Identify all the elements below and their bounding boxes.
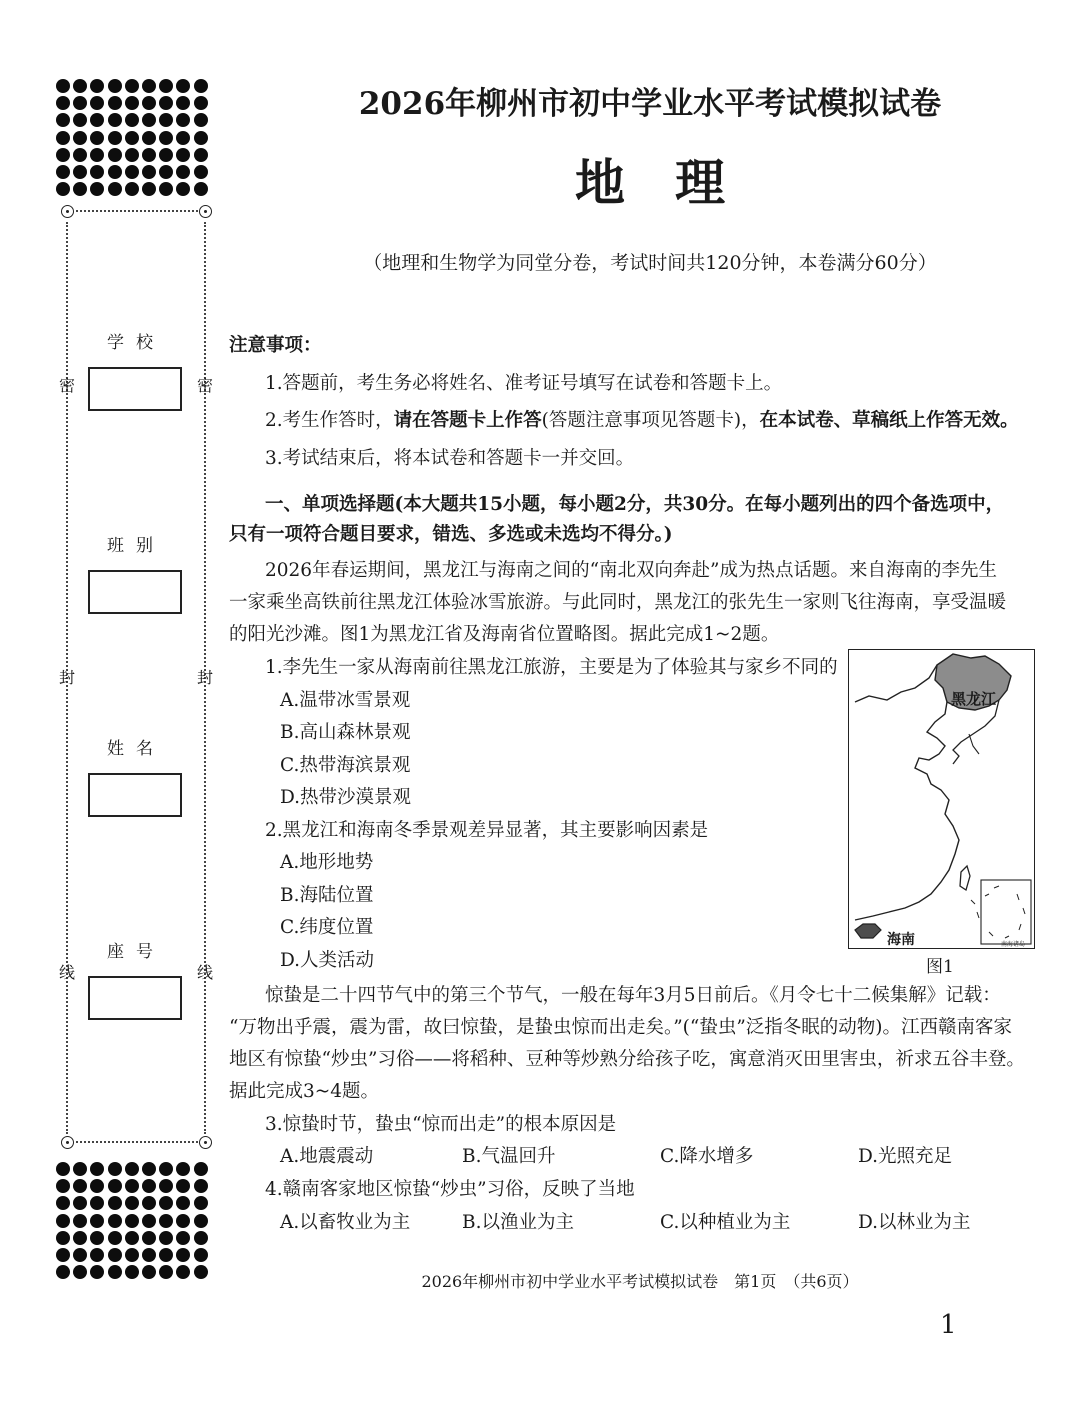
decorative-dot bbox=[159, 96, 173, 110]
seat-number-field[interactable] bbox=[88, 976, 182, 1020]
decorative-dot bbox=[142, 1231, 156, 1245]
decorative-dot bbox=[142, 1162, 156, 1176]
passage2-line4: 据此完成3~4题。 bbox=[229, 1081, 380, 1102]
decorative-dot bbox=[142, 165, 156, 179]
decorative-dot bbox=[194, 96, 208, 110]
notice-item-2 bbox=[265, 406, 1019, 432]
decorative-dot bbox=[159, 1248, 173, 1262]
binding-dotted-top bbox=[76, 210, 198, 212]
decorative-dot bbox=[142, 79, 156, 93]
decorative-dot bbox=[73, 1196, 87, 1210]
bottom-dot-pattern bbox=[56, 1162, 211, 1282]
decorative-dot bbox=[159, 131, 173, 145]
decorative-dot bbox=[159, 79, 173, 93]
decorative-dot bbox=[194, 1265, 208, 1279]
decorative-dot bbox=[159, 1196, 173, 1210]
decorative-dot bbox=[176, 1196, 190, 1210]
decorative-dot bbox=[108, 96, 122, 110]
decorative-dot bbox=[194, 1179, 208, 1193]
decorative-dot bbox=[176, 165, 190, 179]
notice-item-2-part-a: 2.考生作答时， bbox=[265, 410, 394, 431]
decorative-dot bbox=[194, 1231, 208, 1245]
decorative-dot bbox=[176, 1248, 190, 1262]
decorative-dot bbox=[142, 148, 156, 162]
decorative-dot bbox=[90, 182, 104, 196]
decorative-dot bbox=[159, 1231, 173, 1245]
decorative-dot bbox=[108, 148, 122, 162]
decorative-dot bbox=[125, 1248, 139, 1262]
notice-item-1: 1.答题前，考生务必将姓名、准考证号填写在试卷和答题卡上。 bbox=[265, 373, 783, 394]
decorative-dot bbox=[90, 1265, 104, 1279]
decorative-dot bbox=[56, 96, 70, 110]
decorative-dot bbox=[108, 165, 122, 179]
q3-stem: 3.惊蛰时节，蛰虫“惊而出走”的根本原因是 bbox=[265, 1114, 617, 1135]
decorative-dot bbox=[159, 1214, 173, 1228]
class-field[interactable] bbox=[88, 570, 182, 614]
decorative-dot bbox=[56, 165, 70, 179]
decorative-dot bbox=[108, 113, 122, 127]
notice-item-2-part-b: 请在答题卡上作答 bbox=[393, 410, 542, 431]
decorative-dot bbox=[125, 1162, 139, 1176]
figure1-map bbox=[848, 649, 1035, 949]
decorative-dot bbox=[56, 1231, 70, 1245]
q1-option-d: D.热带沙漠景观 bbox=[280, 787, 412, 808]
binding-ring-top-right bbox=[199, 205, 212, 218]
school-label: 学校 bbox=[107, 333, 165, 353]
figure1-caption: 图1 bbox=[926, 957, 954, 977]
notice-item-2-part-d: 在本试卷、草稿纸上作答无效。 bbox=[759, 410, 1019, 431]
subject-title: 地理 bbox=[575, 153, 775, 212]
decorative-dot bbox=[142, 1196, 156, 1210]
seal-mark-left-mi: 密 bbox=[59, 376, 76, 395]
decorative-dot bbox=[159, 1265, 173, 1279]
q2-stem: 2.黑龙江和海南冬季景观差异显著，其主要影响因素是 bbox=[265, 820, 709, 841]
decorative-dot bbox=[56, 148, 70, 162]
decorative-dot bbox=[194, 131, 208, 145]
decorative-dot bbox=[90, 1162, 104, 1176]
decorative-dot bbox=[125, 96, 139, 110]
decorative-dot bbox=[125, 165, 139, 179]
decorative-dot bbox=[125, 79, 139, 93]
decorative-dot bbox=[90, 148, 104, 162]
decorative-dot bbox=[73, 165, 87, 179]
name-label: 姓名 bbox=[107, 739, 165, 759]
decorative-dot bbox=[73, 79, 87, 93]
decorative-dot bbox=[90, 1196, 104, 1210]
china-coastline bbox=[855, 665, 959, 920]
passage1-line2: 一家乘坐高铁前往黑龙江体验冰雪旅游。与此同时，黑龙江的张先生一家则飞往海南，享受温暖 bbox=[229, 592, 1007, 613]
decorative-dot bbox=[90, 1214, 104, 1228]
decorative-dot bbox=[56, 1265, 70, 1279]
passage1-line1: 2026年春运期间，黑龙江与海南之间的“南北双向奔赴”成为热点话题。来自海南的李先生 bbox=[265, 560, 997, 581]
decorative-dot bbox=[142, 1265, 156, 1279]
q1-option-a: A.温带冰雪景观 bbox=[280, 690, 411, 711]
decorative-dot bbox=[56, 131, 70, 145]
decorative-dot bbox=[73, 1214, 87, 1228]
decorative-dot bbox=[142, 1214, 156, 1228]
exam-note: （地理和生物学为同堂分卷，考试时间共120分钟，本卷满分60分） bbox=[363, 252, 937, 274]
passage2-line2: “万物出乎震，震为雷，故曰惊蛰，是蛰虫惊而出走矣。”(“蛰虫”泛指冬眠的动物)。江西赣南客家 bbox=[229, 1017, 1013, 1038]
decorative-dot bbox=[176, 148, 190, 162]
decorative-dot bbox=[194, 148, 208, 162]
decorative-dot bbox=[142, 96, 156, 110]
map-label-hainan: 海南 bbox=[887, 932, 915, 948]
decorative-dot bbox=[56, 79, 70, 93]
decorative-dot bbox=[90, 165, 104, 179]
binding-ring-bottom-right bbox=[199, 1136, 212, 1149]
decorative-dot bbox=[194, 182, 208, 196]
decorative-dot bbox=[56, 1196, 70, 1210]
page-footer: 2026年柳州市初中学业水平考试模拟试卷 第1页 （共6页） bbox=[421, 1272, 859, 1291]
decorative-dot bbox=[73, 113, 87, 127]
decorative-dot bbox=[176, 1179, 190, 1193]
seal-mark-right-mi: 密 bbox=[197, 376, 214, 395]
decorative-dot bbox=[108, 1231, 122, 1245]
decorative-dot bbox=[194, 79, 208, 93]
binding-dotted-bottom bbox=[76, 1141, 198, 1143]
decorative-dot bbox=[90, 131, 104, 145]
decorative-dot bbox=[194, 165, 208, 179]
decorative-dot bbox=[56, 182, 70, 196]
decorative-dot bbox=[176, 1162, 190, 1176]
notice-item-3: 3.考试结束后，将本试卷和答题卡一并交回。 bbox=[265, 448, 635, 469]
decorative-dot bbox=[125, 1214, 139, 1228]
decorative-dot bbox=[108, 1179, 122, 1193]
q3-option-b: B.气温回升 bbox=[462, 1146, 556, 1167]
decorative-dot bbox=[176, 1265, 190, 1279]
notice-item-2-part-c: (答题注意事项见答题卡)， bbox=[541, 410, 760, 431]
class-label: 班别 bbox=[107, 536, 165, 556]
passage2-line1: 惊蛰是二十四节气中的第三个节气，一般在每年3月5日前后。《月令七十二候集解》记载： bbox=[265, 985, 1001, 1006]
decorative-dot bbox=[142, 1179, 156, 1193]
decorative-dot bbox=[73, 131, 87, 145]
q1-stem: 1.李先生一家从海南前往黑龙江旅游，主要是为了体验其与家乡不同的 bbox=[265, 657, 838, 678]
decorative-dot bbox=[159, 1162, 173, 1176]
q4-option-b: B.以渔业为主 bbox=[462, 1212, 574, 1233]
decorative-dot bbox=[90, 1248, 104, 1262]
map-border-dash bbox=[971, 900, 979, 918]
decorative-dot bbox=[142, 182, 156, 196]
q4-option-d: D.以林业为主 bbox=[858, 1212, 971, 1233]
decorative-dot bbox=[108, 1214, 122, 1228]
decorative-dot bbox=[73, 1162, 87, 1176]
q2-option-b: B.海陆位置 bbox=[280, 885, 374, 906]
decorative-dot bbox=[142, 113, 156, 127]
exam-title: 2026年柳州市初中学业水平考试模拟试卷 bbox=[358, 86, 942, 122]
decorative-dot bbox=[159, 148, 173, 162]
binding-ring-top-left bbox=[61, 205, 74, 218]
q4-option-a: A.以畜牧业为主 bbox=[280, 1212, 411, 1233]
decorative-dot bbox=[108, 1248, 122, 1262]
q4-option-c: C.以种植业为主 bbox=[660, 1212, 791, 1233]
page-number: 1 bbox=[940, 1310, 957, 1340]
decorative-dot bbox=[73, 96, 87, 110]
decorative-dot bbox=[73, 1265, 87, 1279]
decorative-dot bbox=[56, 1179, 70, 1193]
decorative-dot bbox=[73, 1231, 87, 1245]
korea-border bbox=[969, 734, 979, 754]
hainan-island bbox=[855, 924, 881, 938]
section1-heading-line2: 只有一项符合题目要求，错选、多选或未选均不得分。) bbox=[229, 524, 673, 545]
decorative-dot bbox=[56, 1214, 70, 1228]
decorative-dot bbox=[159, 1179, 173, 1193]
decorative-dot bbox=[90, 113, 104, 127]
south-china-sea-inset bbox=[981, 880, 1031, 944]
decorative-dot bbox=[56, 1248, 70, 1262]
decorative-dot bbox=[142, 1248, 156, 1262]
decorative-dot bbox=[125, 1196, 139, 1210]
seal-mark-left-feng: 封 bbox=[59, 668, 76, 687]
binding-ring-bottom-left bbox=[61, 1136, 74, 1149]
decorative-dot bbox=[176, 1231, 190, 1245]
decorative-dot bbox=[125, 113, 139, 127]
decorative-dot bbox=[108, 1196, 122, 1210]
decorative-dot bbox=[142, 131, 156, 145]
decorative-dot bbox=[176, 182, 190, 196]
q1-option-c: C.热带海滨景观 bbox=[280, 755, 411, 776]
q3-option-c: C.降水增多 bbox=[660, 1146, 754, 1167]
decorative-dot bbox=[90, 1231, 104, 1245]
decorative-dot bbox=[108, 1162, 122, 1176]
q1-option-b: B.高山森林景观 bbox=[280, 722, 411, 743]
decorative-dot bbox=[125, 1179, 139, 1193]
decorative-dot bbox=[73, 182, 87, 196]
decorative-dot bbox=[73, 1179, 87, 1193]
passage2-line3: 地区有惊蛰“炒虫”习俗——将稻种、豆种等炒熟分给孩子吃，寓意消灭田里害虫，祈求五谷丰登。 bbox=[229, 1049, 1025, 1070]
decorative-dot bbox=[194, 1248, 208, 1262]
decorative-dot bbox=[90, 96, 104, 110]
decorative-dot bbox=[108, 79, 122, 93]
decorative-dot bbox=[194, 113, 208, 127]
top-dot-pattern bbox=[56, 79, 211, 199]
q4-stem: 4.赣南客家地区惊蛰“炒虫”习俗，反映了当地 bbox=[265, 1179, 635, 1200]
section1-heading-line1: 一、单项选择题(本大题共15小题，每小题2分，共30分。在每小题列出的四个备选项中， bbox=[265, 494, 1005, 515]
decorative-dot bbox=[90, 79, 104, 93]
decorative-dot bbox=[125, 1231, 139, 1245]
decorative-dot bbox=[176, 96, 190, 110]
decorative-dot bbox=[56, 1162, 70, 1176]
map-label-south-china-sea: 南海诸岛 bbox=[1001, 941, 1026, 948]
decorative-dot bbox=[73, 148, 87, 162]
decorative-dot bbox=[90, 1179, 104, 1193]
decorative-dot bbox=[159, 182, 173, 196]
decorative-dot bbox=[176, 113, 190, 127]
passage1-line3: 的阳光沙滩。图1为黑龙江省及海南省位置略图。据此完成1~2题。 bbox=[229, 624, 780, 645]
school-field[interactable] bbox=[88, 367, 182, 411]
q3-option-d: D.光照充足 bbox=[858, 1146, 953, 1167]
q2-option-a: A.地形地势 bbox=[280, 852, 374, 873]
name-field[interactable] bbox=[88, 773, 182, 817]
decorative-dot bbox=[176, 1214, 190, 1228]
q3-option-a: A.地震震动 bbox=[280, 1146, 374, 1167]
decorative-dot bbox=[73, 1248, 87, 1262]
seat-number-label: 座号 bbox=[107, 942, 165, 962]
decorative-dot bbox=[176, 131, 190, 145]
china-outline-map bbox=[849, 650, 1033, 947]
decorative-dot bbox=[125, 148, 139, 162]
map-label-heilongjiang: 黑龙江 bbox=[951, 690, 997, 708]
seal-mark-right-feng: 封 bbox=[197, 668, 214, 687]
taiwan-island bbox=[960, 866, 970, 890]
q2-option-c: C.纬度位置 bbox=[280, 917, 374, 938]
decorative-dot bbox=[125, 182, 139, 196]
decorative-dot bbox=[159, 113, 173, 127]
decorative-dot bbox=[108, 182, 122, 196]
seal-mark-left-xian: 线 bbox=[59, 963, 76, 982]
decorative-dot bbox=[125, 131, 139, 145]
decorative-dot bbox=[159, 165, 173, 179]
decorative-dot bbox=[194, 1162, 208, 1176]
decorative-dot bbox=[176, 79, 190, 93]
notice-heading: 注意事项： bbox=[229, 335, 322, 356]
decorative-dot bbox=[108, 131, 122, 145]
decorative-dot bbox=[194, 1214, 208, 1228]
decorative-dot bbox=[194, 1196, 208, 1210]
seal-mark-right-xian: 线 bbox=[197, 963, 214, 982]
q2-option-d: D.人类活动 bbox=[280, 950, 375, 971]
decorative-dot bbox=[125, 1265, 139, 1279]
decorative-dot bbox=[108, 1265, 122, 1279]
decorative-dot bbox=[56, 113, 70, 127]
